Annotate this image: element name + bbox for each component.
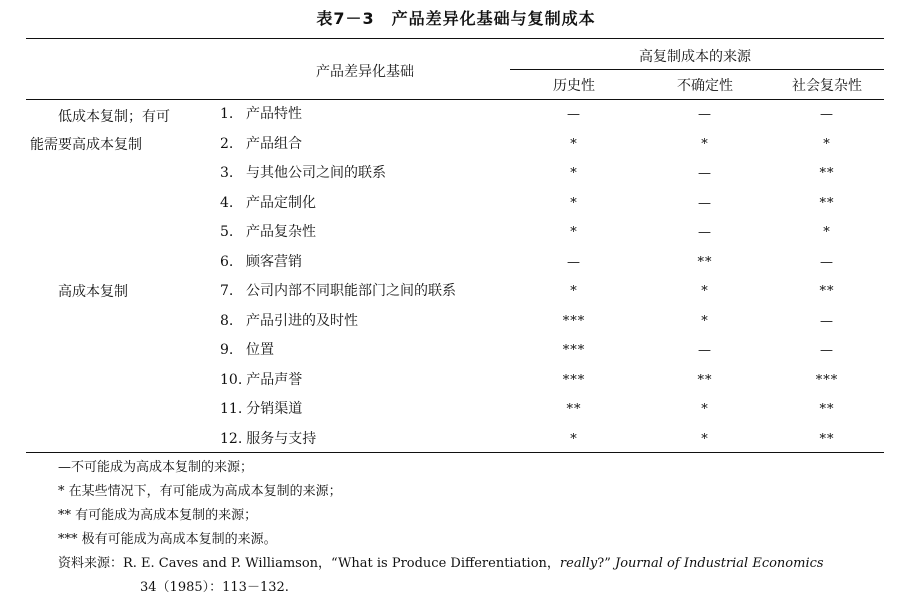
cell-uncertainty: — — [698, 343, 712, 358]
bottom-rule — [26, 452, 884, 453]
cell-complexity: ** — [819, 431, 835, 447]
cell-history: * — [570, 166, 578, 181]
source-mid: ?” — [597, 556, 611, 571]
cell-uncertainty: — — [698, 225, 712, 240]
header-basis: 产品差异化基础 — [316, 64, 414, 80]
cell-uncertainty: — — [698, 166, 712, 181]
cell-uncertainty: * — [701, 284, 709, 299]
cell-uncertainty: — — [698, 195, 712, 211]
row-basis-label: 产品引进的及时性 — [246, 312, 358, 329]
cell-complexity: — — [820, 313, 834, 329]
row-basis-label: 产品特性 — [246, 106, 302, 122]
category-high-cost: 高成本复制 — [58, 284, 128, 300]
cell-complexity: ** — [819, 402, 835, 417]
table-row-label — [220, 189, 316, 218]
row-number: 10. — [220, 371, 243, 388]
cell-uncertainty: * — [701, 402, 709, 417]
cell-complexity: — — [820, 254, 834, 270]
cell-uncertainty: — — [698, 107, 712, 122]
cell-history: * — [570, 284, 578, 299]
row-number: 3. — [220, 165, 234, 181]
note-one-star: * 在某些情况下，有可能成为高成本复制的来源； — [58, 484, 342, 499]
cell-history: — — [567, 107, 581, 122]
table-row-label — [220, 248, 302, 277]
category-low-cost — [30, 103, 170, 159]
row-number: 11. — [220, 401, 243, 417]
cell-history: *** — [562, 313, 586, 329]
cell-complexity: ** — [819, 166, 835, 181]
cell-history: * — [570, 136, 578, 152]
table-title: 表7－3 产品差异化基础与复制成本 — [316, 9, 596, 28]
source-prefix: 资料来源：R. E. Caves and P. Williamson，“What is Produce Differentiation， — [58, 556, 560, 571]
source-journal: Journal of Industrial Economics — [615, 556, 824, 571]
row-number: 4. — [220, 194, 234, 211]
row-number: 7. — [220, 283, 234, 299]
row-basis-label: 分销渠道 — [246, 401, 303, 417]
cell-complexity: * — [823, 225, 831, 240]
cell-uncertainty: * — [701, 136, 709, 152]
cell-history: *** — [562, 343, 586, 358]
cell-complexity: — — [820, 343, 834, 358]
cell-complexity: *** — [815, 372, 839, 388]
cell-history: *** — [562, 372, 586, 388]
source-line2: 34（1985）：113－132. — [140, 580, 289, 595]
header-history: 历史性 — [553, 78, 595, 94]
cell-uncertainty: ** — [697, 372, 713, 388]
table-row-label — [220, 395, 302, 424]
row-number: 5. — [220, 224, 234, 240]
row-basis-label: 产品复杂性 — [246, 224, 316, 240]
table-row-label — [220, 425, 316, 454]
row-number: 1. — [220, 106, 234, 122]
cell-uncertainty: * — [701, 431, 709, 447]
cell-history: * — [570, 225, 578, 240]
row-basis-label: 产品组合 — [246, 135, 302, 152]
table-row-label — [220, 336, 274, 365]
cell-complexity: * — [823, 136, 831, 152]
cell-history: ** — [566, 402, 582, 417]
note-three-star: *** 极有可能成为高成本复制的来源。 — [58, 532, 277, 547]
row-number: 12. — [220, 430, 243, 447]
table-row-label — [220, 277, 456, 306]
cell-history: * — [570, 195, 578, 211]
header-sources: 高复制成本的来源 — [639, 49, 751, 65]
row-basis-label: 与其他公司之间的联系 — [246, 165, 386, 181]
cell-uncertainty: ** — [697, 254, 713, 270]
table-row-label — [220, 307, 358, 336]
cell-history: — — [567, 254, 581, 270]
row-basis-label: 产品定制化 — [246, 194, 316, 211]
row-number: 9. — [220, 342, 234, 358]
category-low-cost-line1: 低成本复制；有可 — [58, 109, 170, 125]
row-basis-label: 产品声誉 — [246, 371, 303, 388]
cell-history: * — [570, 431, 578, 447]
cell-uncertainty: * — [701, 313, 709, 329]
table-row-label — [220, 218, 316, 247]
table-row-label — [220, 100, 302, 129]
row-basis-label: 公司内部不同职能部门之间的联系 — [246, 283, 456, 299]
cell-complexity: ** — [819, 284, 835, 299]
cell-complexity: — — [820, 107, 834, 122]
row-basis-label: 服务与支持 — [246, 430, 317, 447]
header-uncertainty: 不确定性 — [677, 78, 733, 94]
table-row-label — [220, 366, 302, 395]
row-basis-label: 位置 — [246, 342, 274, 358]
header-complexity: 社会复杂性 — [792, 78, 862, 94]
row-number: 2. — [220, 135, 234, 152]
source-really: really — [559, 556, 598, 571]
table-row-label — [220, 130, 302, 159]
table-row-label — [220, 159, 386, 188]
source-line1 — [58, 552, 824, 576]
top-rule — [26, 38, 884, 39]
row-number: 8. — [220, 312, 234, 329]
note-two-star: ** 有可能成为高成本复制的来源； — [58, 508, 258, 523]
row-basis-label: 顾客营销 — [246, 253, 302, 270]
row-number: 6. — [220, 253, 234, 270]
category-low-cost-line2: 能需要高成本复制 — [30, 137, 142, 153]
cell-complexity: ** — [819, 195, 835, 211]
note-dash: —不可能成为高成本复制的来源； — [58, 460, 254, 475]
header-sources-rule — [510, 69, 884, 70]
